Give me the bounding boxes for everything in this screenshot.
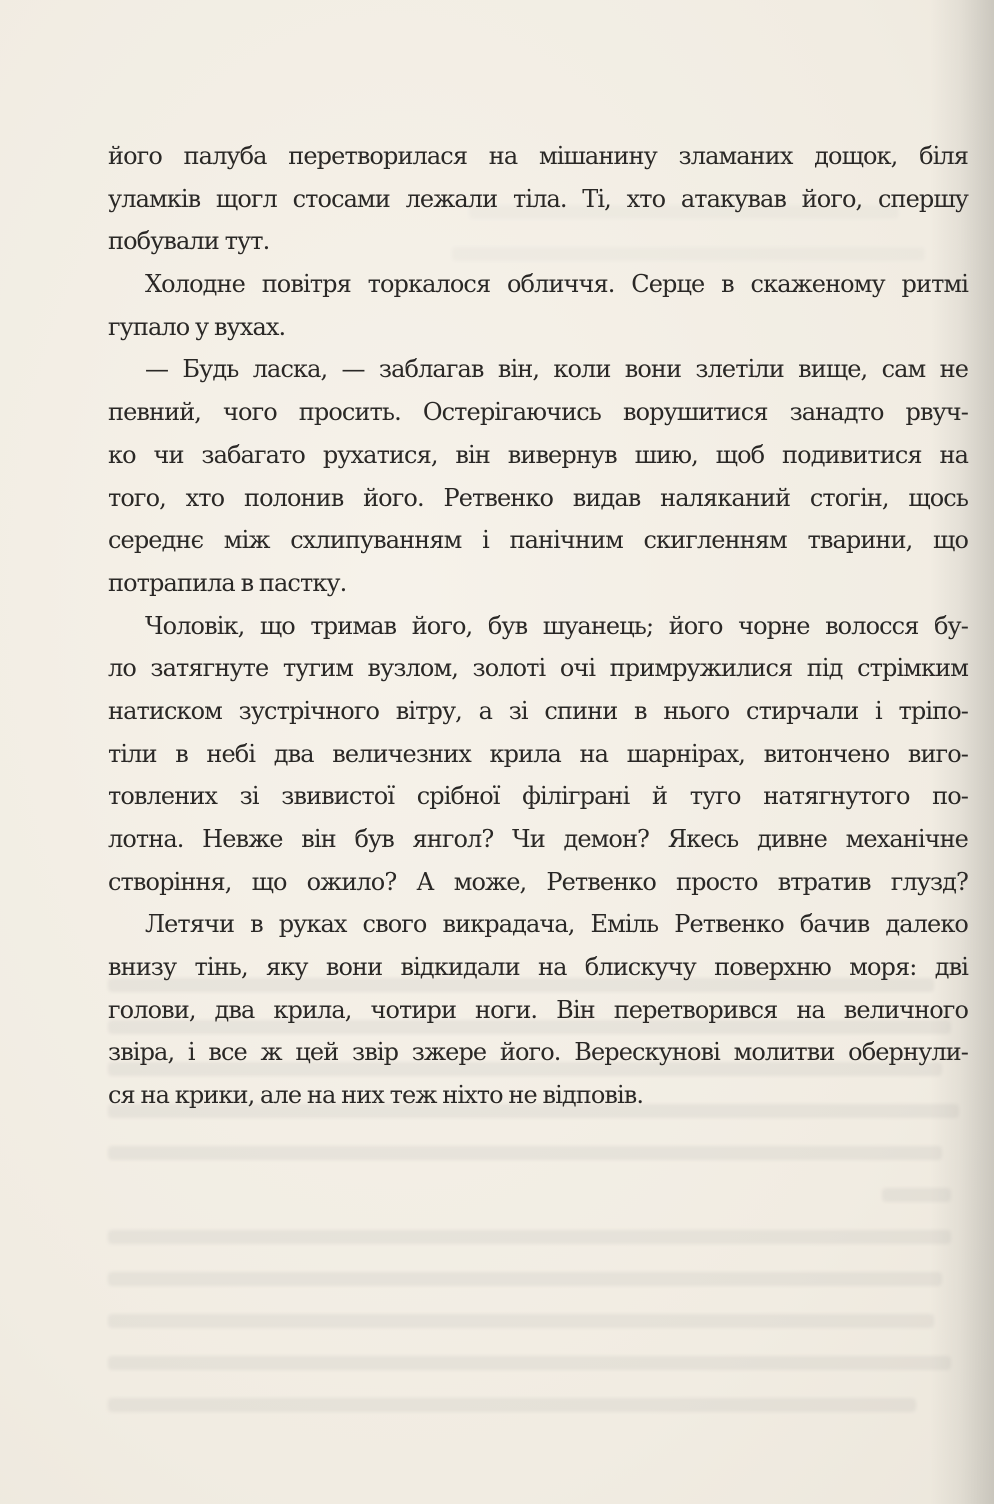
- text-line: ся на крики, але на них теж ніхто не відповів.: [108, 1081, 644, 1110]
- paragraph: [108, 605, 968, 904]
- text-line: звіра, і все ж цей звір зжере його. Верескунові молитви обернули-: [108, 1038, 968, 1067]
- text-line: тіли в небі два величезних крила на шарнірах, витончено виго-: [108, 739, 968, 768]
- text-line: ко чи забагато рухатися, він вивернув шию, щоб подивитися на: [108, 440, 968, 469]
- text-line: Холодне повітря торкалося обличчя. Серце в скаженому ритмі: [145, 270, 968, 299]
- text-line: середнє між схлипуванням і панічним скигленням тварини, що: [108, 526, 968, 555]
- text-line: Летячи в руках свого викрадача, Еміль Ретвенко бачив далеко: [145, 910, 968, 939]
- text-line: створіння, що ожило? А може, Ретвенко просто втратив глузд?: [108, 867, 968, 896]
- text-line: лотна. Невже він був янгол? Чи демон? Якесь дивне механічне: [108, 825, 968, 853]
- text-line: гупало у вухах.: [108, 312, 286, 341]
- text-line: Чоловік, що тримав його, був шуанець; його чорне волосся бу-: [145, 611, 968, 640]
- text-line: того, хто полонив його. Ретвенко видав наляканий стогін, щось: [108, 483, 968, 512]
- text-line: ло затягнуте тугим вузлом, золоті очі примружилися під стрімким: [108, 654, 968, 683]
- text-line: натиском зустрічного вітру, а зі спини в нього стирчали і тріпо-: [108, 696, 968, 725]
- paragraph: [108, 348, 968, 604]
- text-line: побували тут.: [108, 227, 270, 256]
- text-line: його палуба перетворилася на мішанину зламаних дощок, біля: [108, 142, 968, 170]
- paragraph: [108, 903, 968, 1116]
- text-line: внизу тінь, яку вони відкидали на блискучу поверхню моря: дві: [108, 953, 968, 982]
- body-text: [108, 135, 968, 1117]
- text-line: уламків щогл стосами лежали тіла. Ті, хто атакував його, спершу: [108, 184, 968, 213]
- paragraph: [108, 135, 968, 263]
- text-line: певний, чого просить. Остерігаючись ворушитися занадто рвуч-: [108, 398, 968, 427]
- text-line: потрапила в пастку.: [108, 568, 347, 597]
- text-line: голови, два крила, чотири ноги. Він перетворився на величного: [108, 995, 968, 1024]
- text-line: — Будь ласка, — заблагав він, коли вони злетіли вище, сам не: [145, 355, 968, 384]
- text-line: товлених зі звивистої срібної філіграні й туго натягнутого по-: [108, 782, 968, 811]
- paragraph: [108, 263, 968, 348]
